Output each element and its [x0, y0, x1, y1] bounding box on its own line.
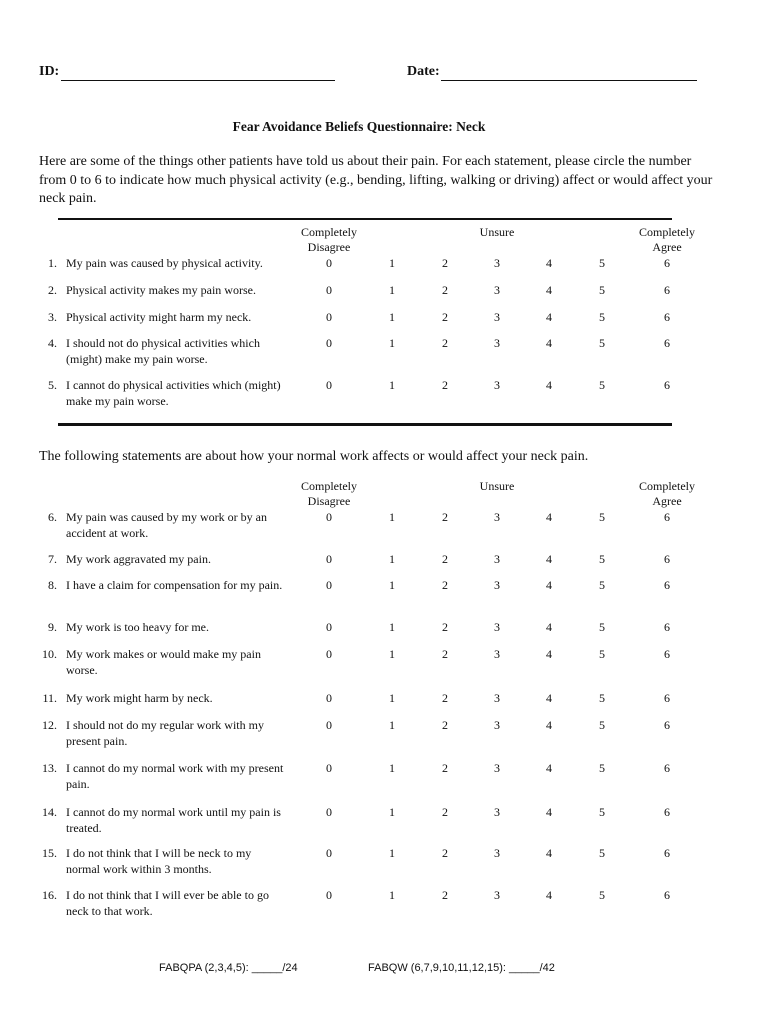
question-text: I cannot do my normal work with my present pain. — [66, 761, 284, 791]
question-text: My work might harm by neck. — [66, 691, 213, 705]
score-option-4[interactable]: 4 — [546, 647, 552, 661]
score-option-1[interactable]: 1 — [389, 283, 395, 297]
score-option-2[interactable]: 2 — [442, 310, 448, 324]
question-number: 11. — [42, 691, 57, 705]
score-option-3[interactable]: 3 — [494, 647, 500, 661]
score-option-3[interactable]: 3 — [494, 552, 500, 566]
fabqw-score: FABQW (6,7,9,10,11,12,15): _____/42 — [368, 962, 555, 974]
scale-label-unsure — [480, 225, 515, 240]
score-option-6[interactable]: 6 — [664, 510, 670, 524]
score-option-6[interactable]: 6 — [664, 691, 670, 705]
question-text: I do not think that I will ever be able to go neck to that work. — [66, 888, 269, 918]
score-option-4[interactable]: 4 — [546, 846, 552, 860]
question-number: 16. — [42, 888, 57, 902]
score-option-3[interactable]: 3 — [494, 510, 500, 524]
score-option-4[interactable]: 4 — [546, 691, 552, 705]
score-option-0[interactable]: 0 — [326, 378, 332, 392]
score-option-6[interactable]: 6 — [664, 761, 670, 775]
scale-label-disagree — [301, 225, 357, 255]
scale-label-agree-line: Agree — [652, 240, 682, 254]
score-option-5[interactable]: 5 — [599, 691, 605, 705]
score-option-5[interactable]: 5 — [599, 256, 605, 270]
score-option-2[interactable]: 2 — [442, 578, 448, 592]
question-number: 15. — [42, 846, 57, 860]
score-option-2[interactable]: 2 — [442, 888, 448, 902]
score-option-1[interactable]: 1 — [389, 378, 395, 392]
score-option-1[interactable]: 1 — [389, 510, 395, 524]
score-option-3[interactable]: 3 — [494, 761, 500, 775]
score-option-5[interactable]: 5 — [599, 578, 605, 592]
scale-label-agree-line: Completely — [639, 225, 695, 239]
score-option-3[interactable]: 3 — [494, 620, 500, 634]
question-text: I should not do physical activities which (might) make my pain worse. — [66, 336, 260, 366]
score-option-5[interactable]: 5 — [599, 310, 605, 324]
score-option-1[interactable]: 1 — [389, 718, 395, 732]
score-option-4[interactable]: 4 — [546, 805, 552, 819]
score-option-3[interactable]: 3 — [494, 805, 500, 819]
score-option-2[interactable]: 2 — [442, 552, 448, 566]
score-option-6[interactable]: 6 — [664, 283, 670, 297]
question-number: 2. — [48, 283, 57, 297]
question-text: My work aggravated my pain. — [66, 552, 211, 566]
score-option-5[interactable]: 5 — [599, 647, 605, 661]
question-number: 13. — [42, 761, 57, 775]
question-number: 6. — [48, 510, 57, 524]
question-number: 12. — [42, 718, 57, 732]
score-option-0[interactable]: 0 — [326, 552, 332, 566]
score-option-5[interactable]: 5 — [599, 888, 605, 902]
score-option-0[interactable]: 0 — [326, 336, 332, 350]
score-option-2[interactable]: 2 — [442, 647, 448, 661]
score-option-5[interactable]: 5 — [599, 552, 605, 566]
question-text: My work is too heavy for me. — [66, 620, 209, 634]
score-option-3[interactable]: 3 — [494, 310, 500, 324]
score-option-6[interactable]: 6 — [664, 805, 670, 819]
scale-label-disagree-line: Disagree — [307, 240, 351, 254]
score-option-1[interactable]: 1 — [389, 647, 395, 661]
question-row — [39, 577, 699, 611]
score-option-0[interactable]: 0 — [326, 578, 332, 592]
score-option-2[interactable]: 2 — [442, 846, 448, 860]
question-text: I do not think that I will be neck to my normal work within 3 months. — [66, 846, 252, 876]
question-text: My work makes or would make my pain worse. — [66, 647, 261, 677]
score-option-6[interactable]: 6 — [664, 620, 670, 634]
score-option-4[interactable]: 4 — [546, 552, 552, 566]
question-text: I have a claim for compensation for my pain. — [66, 578, 283, 592]
question-number: 10. — [42, 647, 57, 661]
score-option-0[interactable]: 0 — [326, 805, 332, 819]
score-option-6[interactable]: 6 — [664, 256, 670, 270]
question-row — [39, 760, 699, 794]
score-option-5[interactable]: 5 — [599, 718, 605, 732]
score-option-1[interactable]: 1 — [389, 761, 395, 775]
score-option-0[interactable]: 0 — [326, 283, 332, 297]
score-option-2[interactable]: 2 — [442, 620, 448, 634]
question-text: I cannot do physical activities which (might) make my pain worse. — [66, 378, 281, 408]
score-option-5[interactable]: 5 — [599, 378, 605, 392]
score-option-6[interactable]: 6 — [664, 310, 670, 324]
score-option-3[interactable]: 3 — [494, 578, 500, 592]
score-option-0[interactable]: 0 — [326, 256, 332, 270]
section2-intro: The following statements are about how your normal work affects or would affect your neck pain. — [39, 449, 589, 464]
date-label: Date: — [407, 64, 440, 79]
scale-label-agree-line: Agree — [652, 494, 682, 508]
question-number: 3. — [48, 310, 57, 324]
score-option-4[interactable]: 4 — [546, 510, 552, 524]
score-option-6[interactable]: 6 — [664, 718, 670, 732]
score-option-5[interactable]: 5 — [599, 283, 605, 297]
score-option-4[interactable]: 4 — [546, 620, 552, 634]
score-option-4[interactable]: 4 — [546, 761, 552, 775]
scale-label-agree-line: Completely — [639, 479, 695, 493]
score-option-6[interactable]: 6 — [664, 846, 670, 860]
scale-label-agree — [639, 479, 695, 509]
score-option-5[interactable]: 5 — [599, 336, 605, 350]
score-option-1[interactable]: 1 — [389, 256, 395, 270]
score-option-3[interactable]: 3 — [494, 691, 500, 705]
scale-label-unsure-line: Unsure — [479, 479, 515, 493]
score-option-0[interactable]: 0 — [326, 888, 332, 902]
score-option-0[interactable]: 0 — [326, 510, 332, 524]
question-text: I cannot do my normal work until my pain is treated. — [66, 805, 281, 835]
question-row — [39, 887, 699, 921]
question-row — [39, 335, 699, 369]
score-option-4[interactable]: 4 — [546, 718, 552, 732]
score-option-4[interactable]: 4 — [546, 336, 552, 350]
question-text: Physical activity might harm my neck. — [66, 310, 252, 324]
id-label: ID: — [39, 64, 60, 79]
score-option-5[interactable]: 5 — [599, 510, 605, 524]
question-row — [39, 845, 699, 879]
date-field[interactable] — [441, 80, 697, 81]
score-option-4[interactable]: 4 — [546, 888, 552, 902]
section1-bottom-rule — [58, 423, 672, 426]
score-option-0[interactable]: 0 — [326, 691, 332, 705]
question-text: My pain was caused by physical activity. — [66, 256, 263, 270]
score-option-3[interactable]: 3 — [494, 888, 500, 902]
score-option-5[interactable]: 5 — [599, 761, 605, 775]
scale-label-disagree-line: Completely — [301, 225, 357, 239]
score-option-5[interactable]: 5 — [599, 846, 605, 860]
id-field[interactable] — [61, 80, 335, 81]
question-row — [39, 377, 699, 411]
score-option-5[interactable]: 5 — [599, 805, 605, 819]
question-number: 7. — [48, 552, 57, 566]
score-option-2[interactable]: 2 — [442, 283, 448, 297]
scale-label-disagree-line: Disagree — [307, 494, 351, 508]
score-option-0[interactable]: 0 — [326, 310, 332, 324]
score-option-3[interactable]: 3 — [494, 846, 500, 860]
score-option-4[interactable]: 4 — [546, 283, 552, 297]
question-number: 9. — [48, 620, 57, 634]
page-title: Fear Avoidance Beliefs Questionnaire: Neck — [232, 119, 486, 134]
question-text: My pain was caused by my work or by an accident at work. — [66, 510, 267, 540]
question-number: 14. — [42, 805, 57, 819]
question-row — [39, 717, 699, 751]
score-option-2[interactable]: 2 — [442, 336, 448, 350]
score-option-6[interactable]: 6 — [664, 552, 670, 566]
section1-top-rule — [58, 218, 672, 220]
score-option-4[interactable]: 4 — [546, 310, 552, 324]
question-number: 4. — [48, 336, 57, 350]
intro-text: Here are some of the things other patients have told us about their pain. For each statement, please circle the number from 0 to 6 to indicate how much physical activity (e.g., bending, lifting, walking or driving) affect or would affect your neck pain. — [39, 154, 713, 206]
score-option-3[interactable]: 3 — [494, 718, 500, 732]
score-option-2[interactable]: 2 — [442, 761, 448, 775]
score-option-6[interactable]: 6 — [664, 647, 670, 661]
score-option-3[interactable]: 3 — [494, 336, 500, 350]
score-option-5[interactable]: 5 — [599, 620, 605, 634]
score-option-4[interactable]: 4 — [546, 256, 552, 270]
score-option-2[interactable]: 2 — [442, 718, 448, 732]
score-option-6[interactable]: 6 — [664, 578, 670, 592]
fabqpa-score: FABQPA (2,3,4,5): _____/24 — [159, 962, 298, 974]
scale-label-unsure — [480, 479, 515, 494]
score-option-3[interactable]: 3 — [494, 378, 500, 392]
question-row — [39, 804, 699, 838]
score-option-1[interactable]: 1 — [389, 552, 395, 566]
score-option-0[interactable]: 0 — [326, 647, 332, 661]
score-option-1[interactable]: 1 — [389, 620, 395, 634]
question-row — [39, 509, 699, 543]
score-option-2[interactable]: 2 — [442, 256, 448, 270]
score-option-6[interactable]: 6 — [664, 888, 670, 902]
scale-label-disagree — [301, 479, 357, 509]
score-option-2[interactable]: 2 — [442, 805, 448, 819]
score-option-4[interactable]: 4 — [546, 378, 552, 392]
score-option-6[interactable]: 6 — [664, 336, 670, 350]
scale-label-disagree-line: Completely — [301, 479, 357, 493]
question-number: 5. — [48, 378, 57, 392]
score-option-6[interactable]: 6 — [664, 378, 670, 392]
score-option-1[interactable]: 1 — [389, 336, 395, 350]
question-text: I should not do my regular work with my present pain. — [66, 718, 264, 748]
score-option-0[interactable]: 0 — [326, 718, 332, 732]
question-number: 1. — [48, 256, 57, 270]
score-option-2[interactable]: 2 — [442, 691, 448, 705]
score-option-4[interactable]: 4 — [546, 578, 552, 592]
score-option-1[interactable]: 1 — [389, 310, 395, 324]
score-option-0[interactable]: 0 — [326, 620, 332, 634]
score-option-1[interactable]: 1 — [389, 578, 395, 592]
score-option-0[interactable]: 0 — [326, 761, 332, 775]
score-option-1[interactable]: 1 — [389, 805, 395, 819]
score-option-2[interactable]: 2 — [442, 510, 448, 524]
score-option-1[interactable]: 1 — [389, 846, 395, 860]
question-number: 8. — [48, 578, 57, 592]
score-option-0[interactable]: 0 — [326, 846, 332, 860]
scale-label-agree — [639, 225, 695, 255]
score-option-3[interactable]: 3 — [494, 256, 500, 270]
score-option-2[interactable]: 2 — [442, 378, 448, 392]
score-option-1[interactable]: 1 — [389, 691, 395, 705]
question-text: Physical activity makes my pain worse. — [66, 283, 256, 297]
score-option-1[interactable]: 1 — [389, 888, 395, 902]
question-row — [39, 646, 699, 680]
scale-label-unsure-line: Unsure — [479, 225, 515, 239]
score-option-3[interactable]: 3 — [494, 283, 500, 297]
